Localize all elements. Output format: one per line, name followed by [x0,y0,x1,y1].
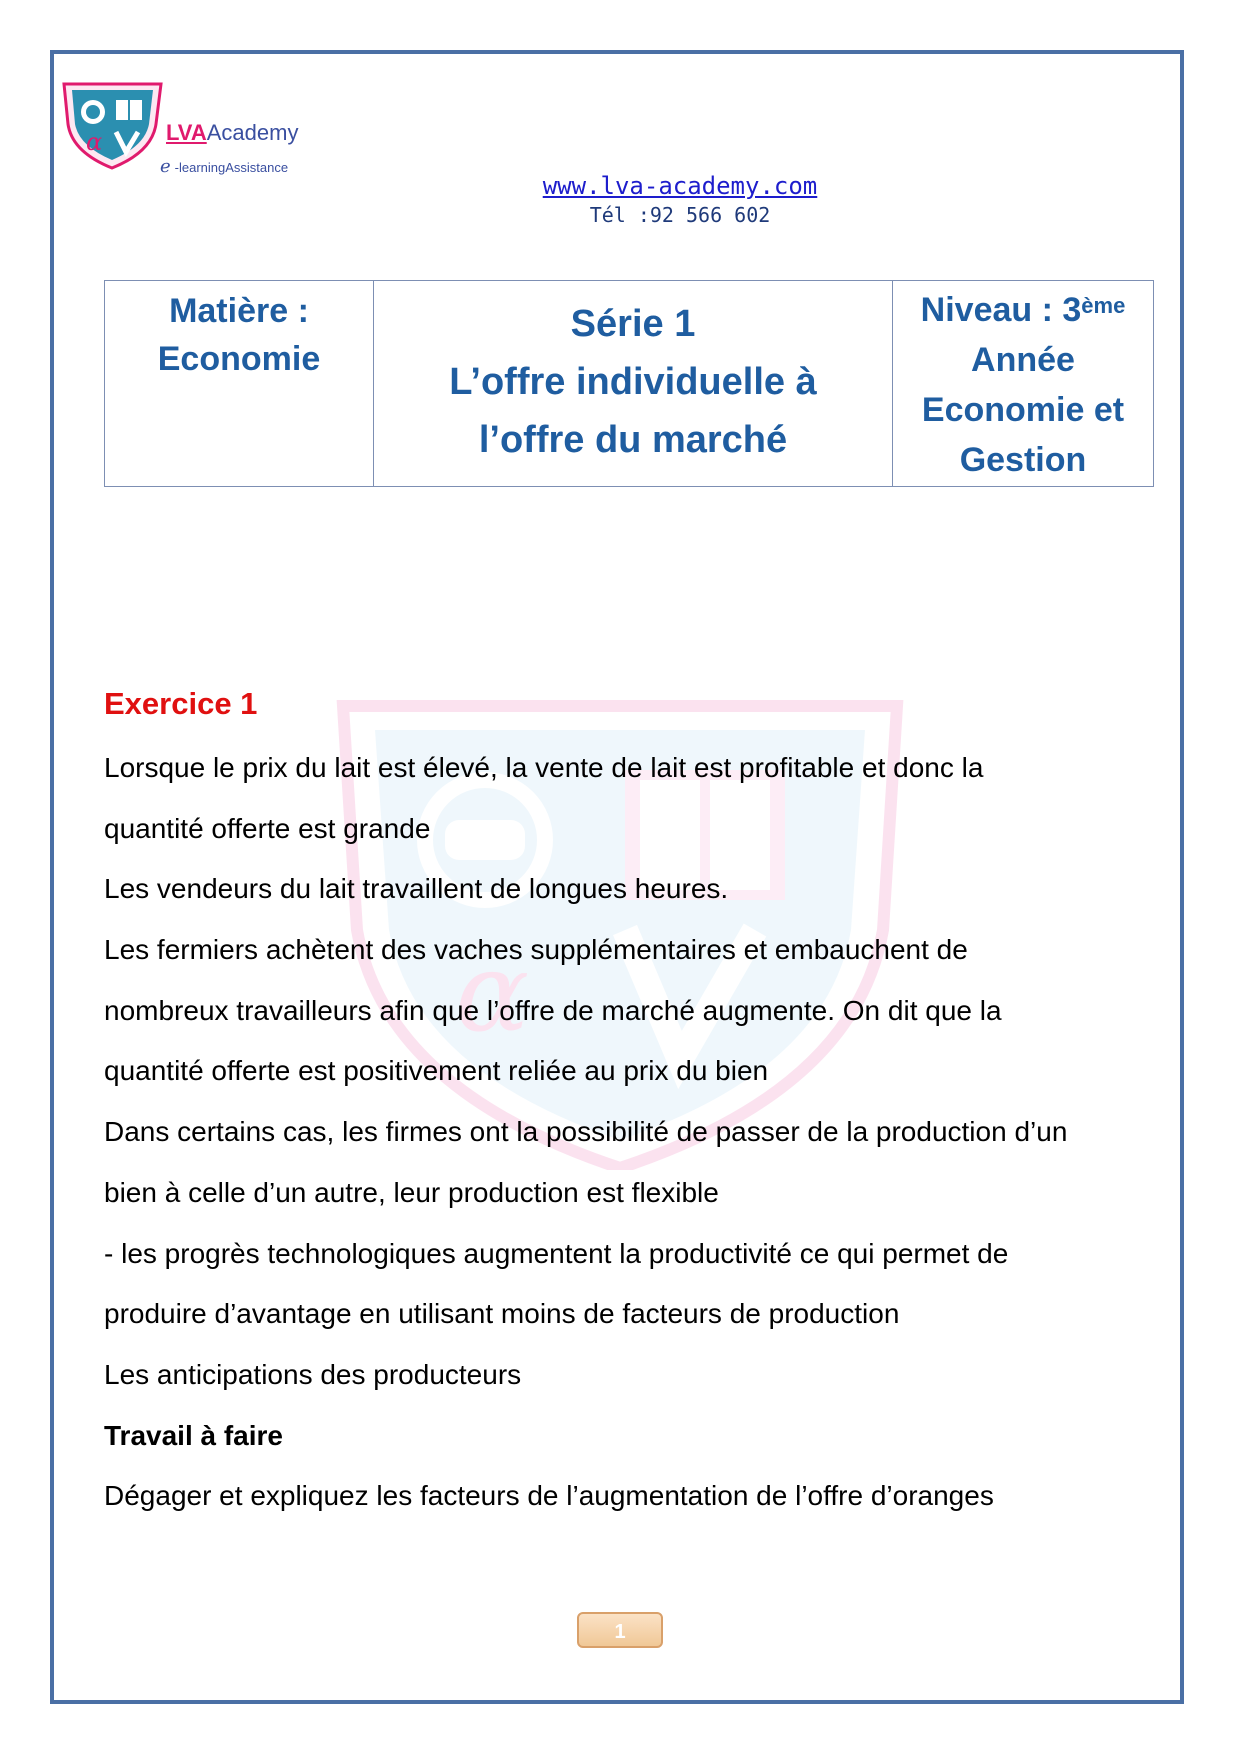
brand-tagline [160,156,288,177]
info-table [104,280,1154,487]
niveau-line-3: Economie et [921,391,1125,429]
exercise-line: Dans certains cas, les firmes ont la possibilité de passer de la production d’un [104,1116,1068,1147]
serie-title: Série 1 [570,303,696,345]
niveau-label [894,285,1152,335]
topic-line-1: L’offre individuelle à [449,361,817,403]
tagline-e: e [160,156,171,177]
exercise-line: produire d’avantage en utilisant moins de facteurs de production [104,1298,900,1329]
brand-suffix: Academy [206,120,299,145]
exercise-line: Lorsque le prix du lait est élevé, la vente de lait est profitable et donc la [104,752,984,783]
niveau-text: Niveau : 3 [920,291,1082,329]
svg-text:α: α [455,928,530,1056]
exercise-line: Les anticipations des producteurs [104,1359,522,1390]
exercise-line: Les vendeurs du lait travaillent de longues heures. [104,873,729,904]
matiere-label: Matière : [169,292,309,330]
niveau-cell [893,281,1154,487]
niveau-superscript: ème [1081,293,1126,318]
task-text: Dégager et expliquez les facteurs de l’augmentation de l’offre d’oranges [104,1480,994,1511]
matiere-cell [105,281,374,487]
exercise-line: quantité offerte est positivement reliée au prix du bien [104,1055,769,1086]
phone-number: Tél :92 566 602 [589,203,771,227]
tagline-text: -learningAssistance [174,160,289,175]
topic-line-2: l’offre du marché [478,419,788,461]
brand-name [166,120,298,146]
exercise-line: Les fermiers achètent des vaches supplémentaires et embauchent de [104,934,968,965]
niveau-line-2: Année [971,341,1075,379]
svg-text:α: α [86,128,103,156]
exercise-line: - les progrès technologiques augmentent la productivité ce qui permet de [104,1238,1009,1269]
exercise-line: quantité offerte est grande [104,813,431,844]
serie-cell [374,281,893,487]
exercise-line: bien à celle d’un autre, leur production est flexible [104,1177,719,1208]
task-title: Travail à faire [104,1420,284,1451]
exercise-line: nombreux travailleurs afin que l’offre de marché augmente. On dit que la [104,995,1002,1026]
matiere-value: Economie [157,340,321,378]
exercise-title: Exercice 1 [104,686,258,721]
website-link[interactable]: www.lva-academy.com [542,172,818,200]
lva-academy-logo [60,80,165,170]
page-number-badge: 1 [577,1612,663,1648]
brand-prefix: LVA [166,120,207,145]
niveau-line-4: Gestion [959,441,1087,479]
